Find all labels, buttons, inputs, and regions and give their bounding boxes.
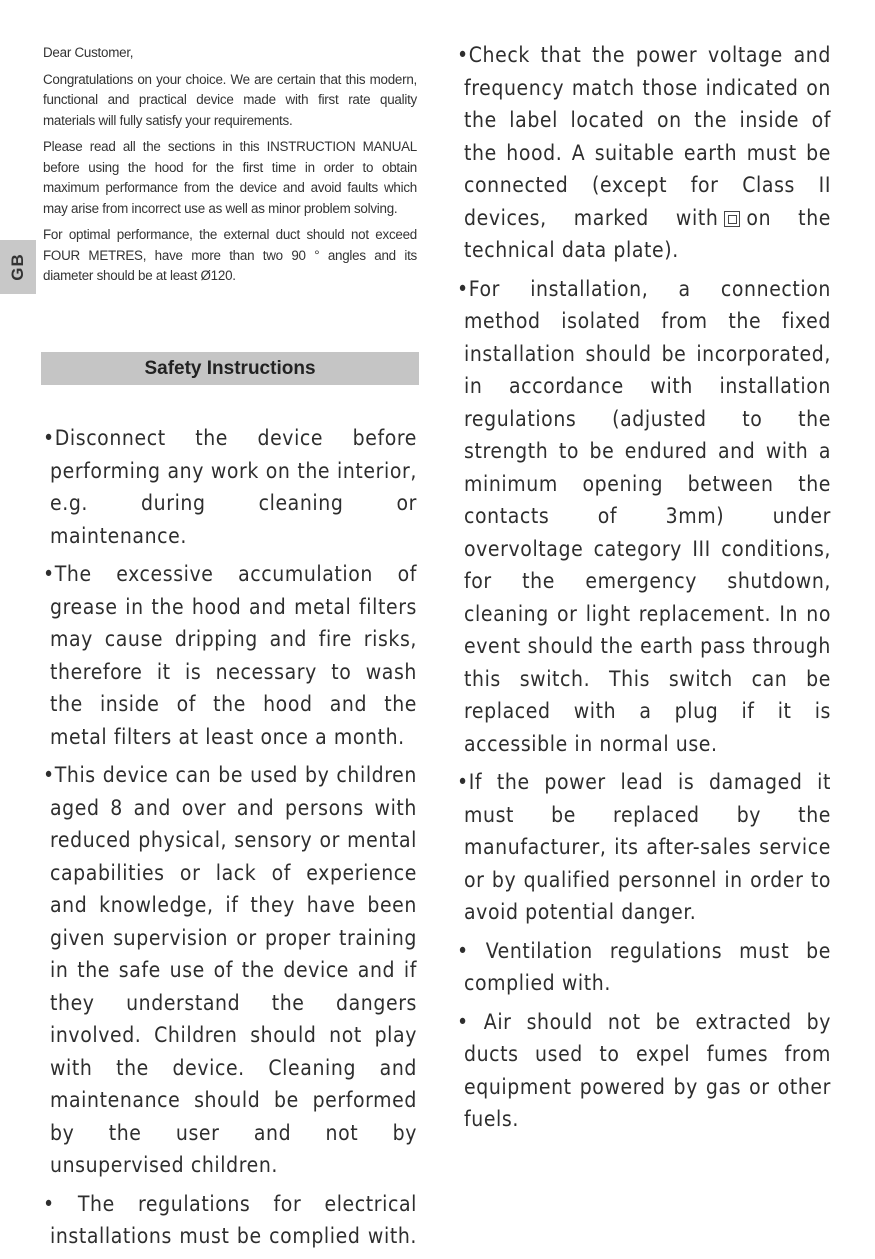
class-ii-double-square-icon	[724, 211, 740, 227]
bullet-grease: •The excessive accumulation of grease in the hood and metal filters may cause dripping and fire risks, therefore it is necessary to wash the inside of the hood and the metal filters at least once a month.	[43, 562, 417, 749]
bullet-electrical-regulations: • The regulations for electrical installations must be complied with.	[43, 1191, 417, 1248]
voltage-text-before: •Check that the power voltage and frequency match those indicated on the label located on the inside of the hood. A suitable earth must be connected (except for Class II devices, marked with	[457, 43, 831, 230]
intro-section	[43, 43, 417, 293]
intro-paragraph-2: Please read all the sections in this INSTRUCTION MANUAL before using the hood for the first time in order to obtain maximum performance from the device and avoid faults which may arise from incorrect use as well as minor problem solving.	[43, 139, 417, 216]
bullet-installation: •For installation, a connection method isolated from the fixed installation should be incorporated, in accordance with installation regulations (adjusted to the strength to be endured and with a minimum opening between the contacts of 3mm) under overvoltage category III conditions, for the emergency shutdown, cleaning or light replacement. In no event should the earth pass through this switch. This switch can be replaced with a plug if it is accessible in normal use.	[457, 276, 831, 756]
bullet-voltage	[457, 39, 831, 267]
bullet-disconnect: •Disconnect the device before performing any work on the interior, e.g. during cleaning or maintenance.	[43, 426, 417, 548]
greeting: Dear Customer,	[43, 45, 134, 60]
safety-instructions-header	[41, 352, 419, 385]
safety-list-right	[457, 39, 831, 1142]
section-title: Safety Instructions	[144, 357, 316, 379]
bullet-power-lead: •If the power lead is damaged it must be replaced by the manufacturer, its after-sales service or by qualified personnel in order to avoid potential danger.	[457, 770, 831, 924]
safety-list-left	[43, 422, 417, 1259]
intro-paragraph-1: Congratulations on your choice. We are certain that this modern, functional and practical device made with first rate quality materials will fully satisfy your requirements.	[43, 71, 417, 128]
language-tab	[0, 240, 36, 294]
language-tab-label: GB	[8, 253, 27, 281]
voltage-text-after: on the technical data plate).	[464, 205, 831, 262]
bullet-children: •This device can be used by children aged 8 and over and persons with reduced physical, sensory or mental capabilities or lack of experience and knowledge, if they have been given supervision or proper training in the safe use of the device and if they understand the dangers involved. Children should not play with the device. Cleaning and maintenance should be performed by the user and not by unsupervised children.	[43, 763, 417, 1177]
intro-paragraph-3: For optimal performance, the external duct should not exceed FOUR METRES, have more than two 90 ° angles and its diameter should be at least Ø120.	[43, 227, 417, 283]
bullet-air-extraction: • Air should not be extracted by ducts used to expel fumes from equipment powered by gas or other fuels.	[457, 1009, 831, 1131]
bullet-ventilation: • Ventilation regulations must be complied with.	[457, 938, 831, 995]
